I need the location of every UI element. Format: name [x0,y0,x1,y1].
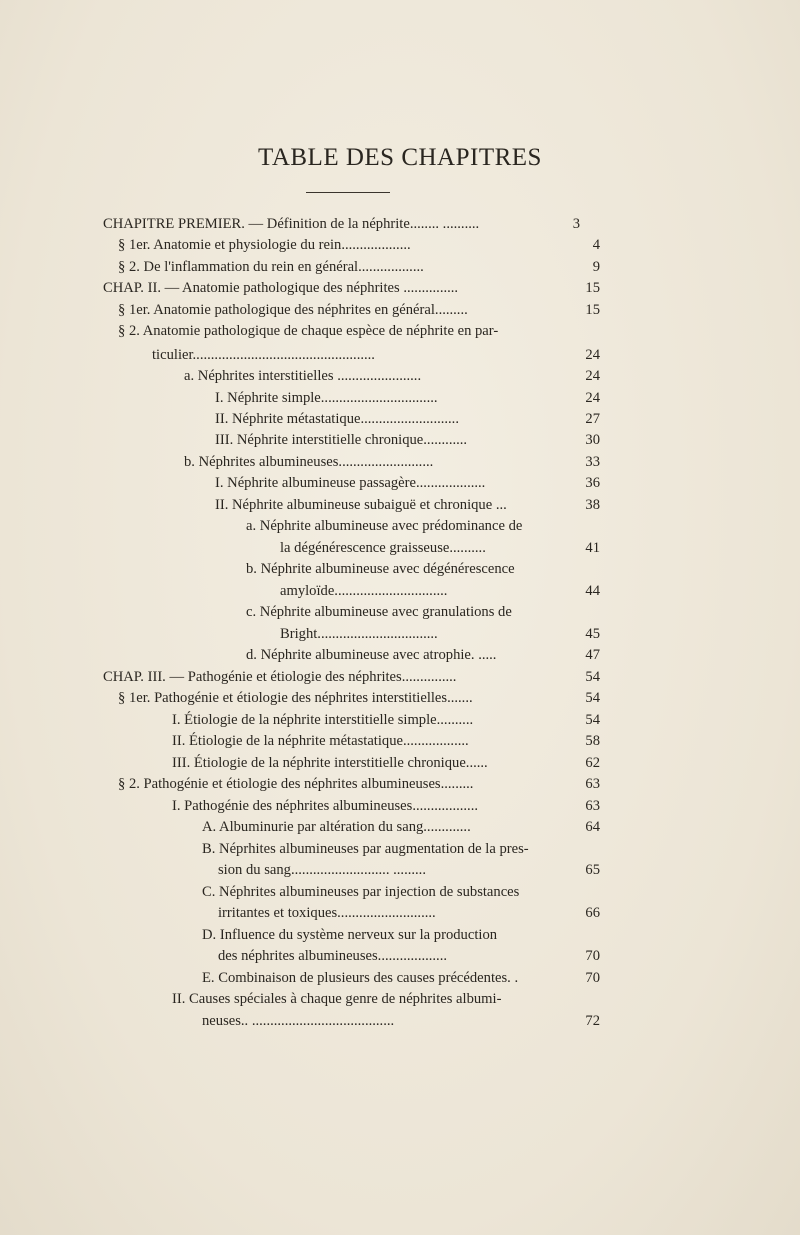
toc-entry-page: 41 [585,540,600,556]
toc-entry [172,989,600,1009]
toc-entry-text: D. Influence du système nerveux sur la production [202,927,498,943]
toc-entry [103,667,600,687]
toc-entry [218,903,600,923]
toc-entry-page: 24 [585,368,600,384]
toc-entry-text: neuses.. ....................................... [202,1013,395,1029]
toc-entry [218,946,600,966]
toc-entry-text: II. Causes spéciales à chaque genre de néphrites albumi- [172,991,502,1007]
page-title: TABLE DES CHAPITRES [258,144,542,171]
toc-entry-text: amyloïde............................... [280,583,448,599]
toc-entry-page: 15 [585,280,600,296]
toc-entry [103,278,600,298]
toc-entry-text: § 2. De l'inflammation du rein en général.................. [118,259,424,275]
toc-entry [246,602,600,622]
toc-entry-page: 45 [585,626,600,642]
toc-entry-page: 64 [585,819,600,835]
toc-entry [202,968,600,988]
toc-entry [172,731,600,751]
toc-entry-page: 27 [585,411,600,427]
toc-entry [246,516,600,536]
toc-entry-page: 33 [585,454,600,470]
toc-entry-page: 70 [585,970,600,986]
toc-entry [184,366,600,386]
toc-entry-page: 65 [585,862,600,878]
toc-entry-text: CHAPITRE PREMIER. — Définition de la néphrite........ .......... [103,216,480,232]
toc-entry-text: des néphrites albumineuses................... [218,948,448,964]
toc-entry [280,538,600,558]
toc-entry-page: 9 [592,259,600,275]
toc-entry [172,710,600,730]
toc-entry [118,300,600,320]
toc-entry [218,860,600,880]
toc-entry [280,624,600,644]
toc-entry-page: 72 [585,1013,600,1029]
toc-entry-text: III. Néphrite interstitielle chronique............ [215,432,468,448]
toc-entry [202,1011,600,1031]
toc-entry-page: 62 [585,755,600,771]
toc-entry [118,321,600,341]
toc-entry-page: 54 [585,690,600,706]
toc-entry-text: CHAP. III. — Pathogénie et étiologie des néphrites............... [103,669,457,685]
toc-entry [118,235,600,255]
toc-entry [215,430,600,450]
toc-entry [184,452,600,472]
toc-entry-page: 15 [585,302,600,318]
toc-entry-page: 3 [572,216,580,232]
toc-entry [202,925,600,945]
toc-entry-text: § 1er. Anatomie pathologique des néphrites en général......... [118,302,468,318]
toc-entry [280,581,600,601]
toc-entry-page: 24 [585,347,600,363]
toc-entry-text: A. Albuminurie par altération du sang............. [202,819,471,835]
toc-entry [215,473,600,493]
toc-entry-page: 58 [585,733,600,749]
toc-entry-text: B. Néprhites albumineuses par augmentation de la pres- [202,841,529,857]
toc-entry-text: I. Néphrite albumineuse passagère................... [215,475,486,491]
toc-entry-page: 47 [585,647,600,663]
toc-entry [152,345,600,365]
toc-entry [202,817,600,837]
toc-entry [118,688,600,708]
toc-entry [215,388,600,408]
toc-entry-text: la dégénérescence graisseuse.......... [280,540,486,556]
title-rule [306,192,390,193]
toc-entry-text: Bright................................. [280,626,438,642]
toc-entry-page: 36 [585,475,600,491]
toc-entry-text: § 2. Pathogénie et étiologie des néphrites albumineuses......... [118,776,474,792]
toc-entry-text: I. Néphrite simple................................ [215,390,438,406]
toc-entry-text: b. Néphrites albumineuses.......................... [184,454,434,470]
toc-entry-text: CHAP. II. — Anatomie pathologique des néphrites ............... [103,280,459,296]
toc-entry [202,882,600,902]
toc-entry-text: a. Néphrites interstitielles ....................... [184,368,422,384]
toc-entry [215,409,600,429]
toc-entry [172,753,600,773]
toc-entry-page: 30 [585,432,600,448]
toc-entry-text: I. Étiologie de la néphrite interstitielle simple.......... [172,712,474,728]
toc-entry-text: C. Néphrites albumineuses par injection de substances [202,884,520,900]
toc-entry-page: 38 [585,497,600,513]
toc-entry [215,495,600,515]
toc-entry-page: 4 [592,237,600,253]
toc-entry-page: 54 [585,669,600,685]
toc-entry-text: irritantes et toxiques........................... [218,905,436,921]
toc-entry-text: b. Néphrite albumineuse avec dégénérescence [246,561,515,577]
toc-entry-text: II. Néphrite métastatique........................... [215,411,459,427]
toc-entry-page: 44 [585,583,600,599]
toc-entry-text: II. Étiologie de la néphrite métastatique.................. [172,733,469,749]
toc-entry-text: § 1er. Anatomie et physiologie du rein................... [118,237,411,253]
toc-entry [172,796,600,816]
toc-entry-text: § 1er. Pathogénie et étiologie des néphrites interstitielles....... [118,690,473,706]
toc-entry [246,645,600,665]
toc-entry-text: d. Néphrite albumineuse avec atrophie. ..... [246,647,497,663]
toc-entry-text: sion du sang........................... ......... [218,862,426,878]
toc-entry [118,257,600,277]
toc-entry-page: 66 [585,905,600,921]
toc-entry-text: ticulier.................................................. [152,347,375,363]
toc-entry-page: 63 [585,776,600,792]
toc-entry [246,559,600,579]
toc-entry-page: 24 [585,390,600,406]
toc-entry [103,214,600,234]
toc-entry-text: c. Néphrite albumineuse avec granulations de [246,604,512,620]
toc-entry-text: I. Pathogénie des néphrites albumineuses.................. [172,798,479,814]
toc-entry-text: a. Néphrite albumineuse avec prédominance de [246,518,523,534]
toc-entry-text: E. Combinaison de plusieurs des causes précédentes. . [202,970,519,986]
toc-entry-page: 70 [585,948,600,964]
toc-entry-text: § 2. Anatomie pathologique de chaque espèce de néphrite en par- [118,323,499,339]
toc-entry [118,774,600,794]
toc-entry-text: II. Néphrite albumineuse subaiguë et chronique ... [215,497,507,513]
toc-entry-page: 54 [585,712,600,728]
toc-entry [202,839,600,859]
toc-entry-page: 63 [585,798,600,814]
toc-entry-text: III. Étiologie de la néphrite interstitielle chronique...... [172,755,488,771]
